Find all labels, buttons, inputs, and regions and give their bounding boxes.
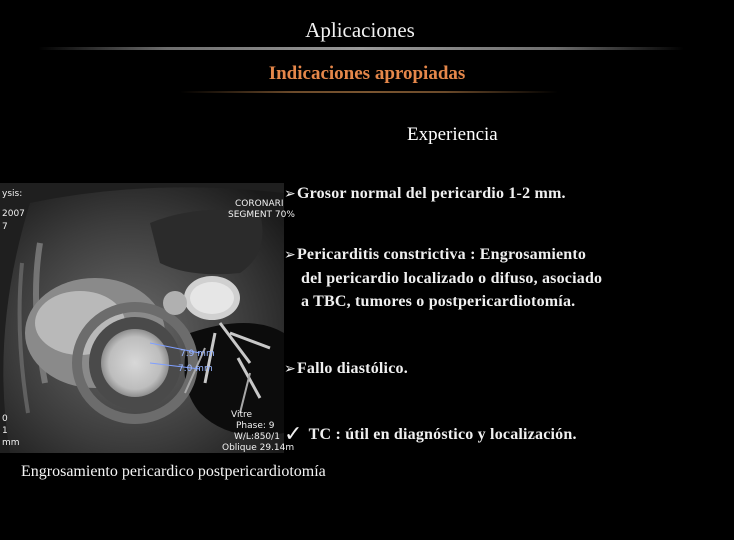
checkmark-icon: ✓	[284, 422, 303, 447]
image-caption: Engrosamiento pericardico postpericardiotomía	[21, 463, 326, 480]
bullet-text-line3: a TBC, tumores o postpericardiotomía.	[301, 293, 576, 310]
ct-measure-2: 7.0 mm	[178, 364, 213, 374]
ct-overlay-top-right-2: SEGMENT 70%	[228, 210, 295, 220]
ct-overlay-bottom-right-4: Oblique 29.14m	[222, 443, 295, 453]
bullet-text: TC : útil en diagnóstico y localización.	[308, 426, 577, 443]
ct-overlay-bottom-left-1: 0	[2, 414, 8, 424]
ct-measure-1: 7.9 mm	[180, 349, 215, 359]
section-heading: Experiencia	[407, 124, 498, 145]
bullet-pericardium-thickness	[284, 182, 566, 206]
ct-overlay-left-1: ysis:	[2, 189, 23, 199]
subtitle-divider	[180, 91, 558, 93]
bullet-text: Fallo diastólico.	[296, 360, 408, 377]
arrow-bullet-icon: ➢	[284, 361, 296, 377]
bullet-text: Grosor normal del pericardio 1-2 mm.	[296, 185, 566, 202]
bullet-constrictive-pericarditis	[284, 243, 714, 313]
slide-subtitle: Indicaciones apropiadas	[268, 63, 466, 84]
ct-overlay-bottom-right-1: Vitre	[231, 410, 253, 420]
ct-overlay-bottom-right-2: Phase: 9	[236, 421, 275, 431]
slide-title: Aplicaciones	[305, 18, 415, 42]
ct-overlay-left-3: 7	[2, 222, 8, 232]
arrow-bullet-icon: ➢	[284, 186, 296, 202]
arrow-bullet-icon: ➢	[284, 247, 296, 263]
ct-scan-image	[0, 183, 295, 453]
bullet-text-line2: del pericardio localizado o difuso, asociado	[301, 270, 603, 287]
bullet-text-line1: Pericarditis constrictiva : Engrosamiento	[296, 246, 587, 263]
ct-overlay-bottom-left-3: mm	[2, 438, 20, 448]
bullet-diastolic-failure	[284, 357, 408, 381]
bullet-ct-usefulness	[284, 423, 577, 446]
title-divider	[38, 47, 684, 50]
ct-overlay-top-right-1: CORONARI	[235, 199, 284, 209]
ct-overlay-left-2: 2007	[2, 209, 25, 219]
ct-overlay-bottom-right-3: W/L:850/1	[234, 432, 280, 442]
ct-overlay-bottom-left-2: 1	[2, 426, 8, 436]
